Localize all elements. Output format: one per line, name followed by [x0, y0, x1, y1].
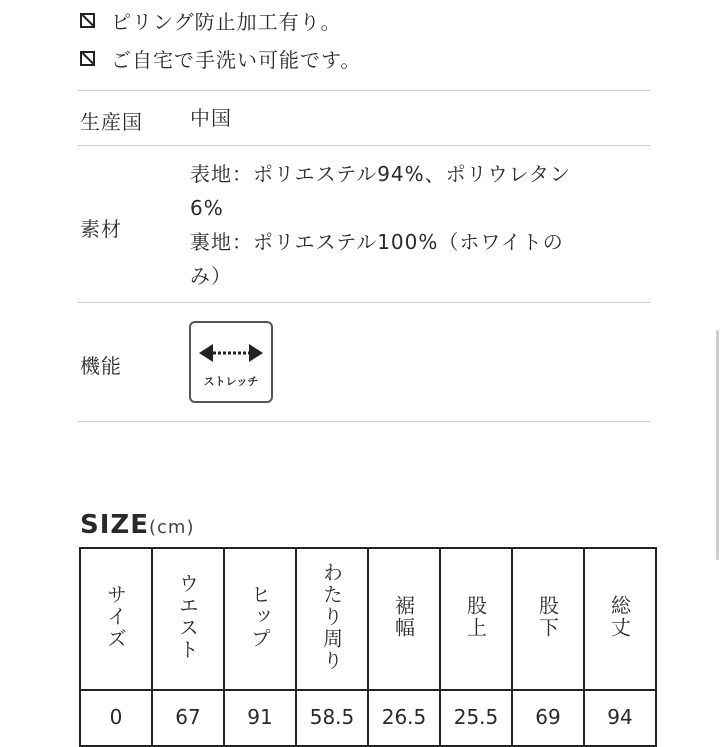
material-line: 裏地：ポリエステル100%（ホワイトの: [190, 230, 564, 254]
table-header-cell: 総丈: [584, 548, 656, 690]
table-header-row: [80, 548, 656, 690]
checkbox-crossed-icon: [80, 13, 95, 28]
size-heading: [80, 510, 195, 540]
stretch-badge: [189, 321, 273, 403]
material-value: [190, 157, 571, 293]
scrollbar[interactable]: [716, 330, 719, 560]
stretch-arrow-icon: [199, 341, 263, 365]
divider: [78, 421, 650, 422]
table-cell: 0: [80, 690, 152, 746]
material-line: 6%: [190, 196, 224, 220]
note-item: [80, 6, 342, 35]
table-cell: 58.5: [296, 690, 368, 746]
note-text: ご自宅で手洗い可能です。: [111, 48, 362, 72]
size-title: SIZE: [80, 510, 150, 540]
stretch-label: ストレッチ: [203, 375, 259, 388]
table-cell: 69: [512, 690, 584, 746]
table-cell: 25.5: [440, 690, 512, 746]
note-text: ピリング防止加工有り。: [111, 10, 342, 34]
table-cell: 67: [152, 690, 224, 746]
table-header-cell: サイズ: [80, 548, 152, 690]
divider: [78, 145, 650, 146]
table-header-cell: 裾幅: [368, 548, 440, 690]
note-item: [80, 44, 361, 73]
table-header-cell: ウエスト: [152, 548, 224, 690]
material-line: 表地：ポリエステル94%、ポリウレタン: [190, 162, 571, 186]
size-unit: (cm): [149, 517, 195, 538]
table-header-cell: 股下: [512, 548, 584, 690]
table-cell: 26.5: [368, 690, 440, 746]
divider: [78, 90, 650, 91]
material-line: み）: [190, 264, 232, 288]
origin-label: 生産国: [80, 110, 143, 134]
divider: [78, 302, 650, 303]
table-header-cell: わたり周り: [296, 548, 368, 690]
table-cell: 94: [584, 690, 656, 746]
table-row: [80, 690, 656, 746]
size-table: [79, 547, 657, 747]
checkbox-crossed-icon: [80, 51, 95, 66]
material-label: 素材: [80, 217, 122, 241]
origin-value: 中国: [190, 106, 232, 130]
table-cell: 91: [224, 690, 296, 746]
table-header-cell: ヒップ: [224, 548, 296, 690]
function-label: 機能: [80, 354, 122, 378]
table-header-cell: 股上: [440, 548, 512, 690]
